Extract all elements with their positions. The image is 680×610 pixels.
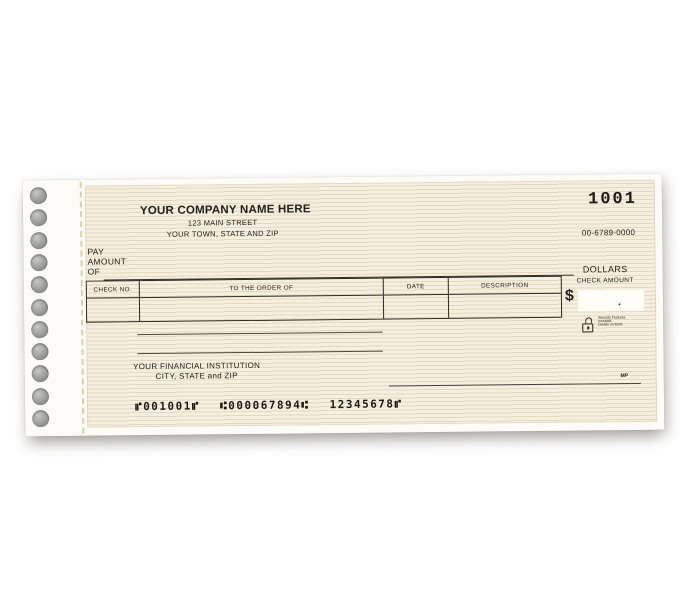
payee-writing-line-2 bbox=[137, 351, 382, 355]
punch-hole bbox=[31, 321, 48, 338]
punch-hole bbox=[32, 410, 49, 427]
cell-date bbox=[383, 295, 448, 319]
punch-hole bbox=[31, 343, 48, 360]
cell-to-the-order-of bbox=[139, 296, 383, 322]
pay-label-line1: PAY bbox=[87, 246, 105, 257]
security-notice-text: Security Features Included. Details on Back. bbox=[598, 316, 626, 327]
check-body bbox=[85, 180, 658, 428]
bank-name: YOUR FINANCIAL INSTITUTION bbox=[133, 360, 261, 372]
decimal-point: . bbox=[617, 296, 622, 309]
punch-hole bbox=[30, 254, 47, 271]
bank-address: CITY, STATE and ZIP bbox=[155, 371, 238, 381]
punch-hole bbox=[30, 187, 47, 204]
register-table-entry-row bbox=[87, 294, 561, 322]
micr-routing-number: ⑆000067894⑆ bbox=[220, 398, 310, 413]
dollars-label: DOLLARS bbox=[582, 264, 628, 275]
dollar-sign: $ bbox=[564, 287, 574, 305]
header-date: DATE bbox=[383, 278, 448, 295]
one-write-check-form bbox=[23, 174, 665, 437]
micr-line bbox=[135, 397, 403, 413]
routing-fraction: 00-6789-0000 bbox=[581, 227, 636, 238]
company-block bbox=[139, 203, 311, 239]
check-amount-label: CHECK AMOUNT bbox=[576, 276, 634, 285]
check-amount-box bbox=[578, 290, 644, 312]
header-description: DESCRIPTION bbox=[448, 277, 561, 294]
micr-account-number: 12345678⑈ bbox=[329, 397, 403, 412]
punch-hole bbox=[32, 365, 49, 382]
punch-hole bbox=[30, 209, 47, 226]
microprint-indicator: MP bbox=[620, 373, 629, 379]
cell-check-no bbox=[87, 298, 139, 322]
check-number: 1001 bbox=[588, 189, 638, 210]
hole-strip bbox=[23, 180, 84, 437]
punch-hole bbox=[32, 388, 49, 405]
header-check-no: CHECK NO. bbox=[93, 285, 133, 294]
register-table bbox=[86, 276, 562, 323]
signature-line bbox=[389, 383, 641, 387]
company-address-line2: YOUR TOWN, STATE AND ZIP bbox=[166, 228, 279, 239]
security-notice bbox=[582, 316, 645, 335]
punch-hole bbox=[31, 276, 48, 293]
bank-block bbox=[112, 361, 282, 383]
payee-writing-line-1 bbox=[137, 332, 382, 336]
pay-label-line3: OF bbox=[87, 266, 101, 277]
company-address-line1: 123 MAIN STREET bbox=[187, 217, 258, 228]
cell-description bbox=[448, 294, 561, 318]
pay-amount-of-label bbox=[87, 246, 126, 276]
punch-hole bbox=[31, 299, 48, 316]
pay-label-line2: AMOUNT bbox=[87, 256, 127, 267]
micr-check-number: ⑈001001⑈ bbox=[134, 399, 201, 414]
punch-hole bbox=[30, 232, 47, 249]
padlock-icon bbox=[582, 317, 594, 332]
header-to-the-order-of: TO THE ORDER OF bbox=[139, 279, 383, 298]
company-name: YOUR COMPANY NAME HERE bbox=[139, 203, 311, 218]
